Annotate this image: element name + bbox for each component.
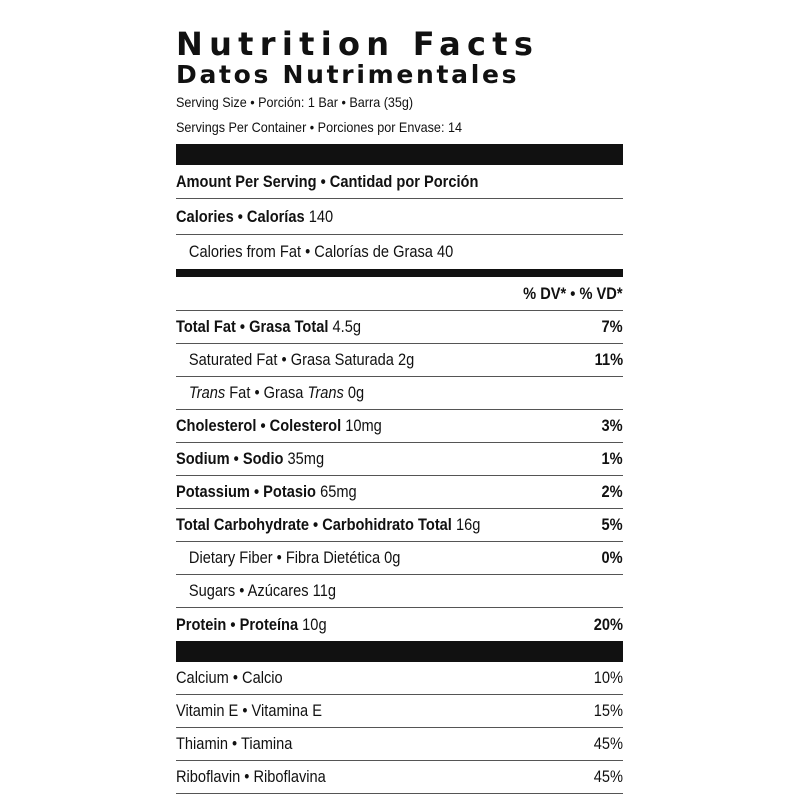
sodium-dv: 1% — [601, 449, 623, 468]
title-english: Nutrition Facts — [176, 25, 540, 63]
potassium-dv: 2% — [601, 482, 623, 501]
vitamin-dv: 10% — [593, 668, 623, 687]
vitamin-label: Riboflavin • Riboflavina — [176, 767, 326, 786]
protein-row — [176, 608, 623, 641]
protein-label: Protein • Proteína — [176, 614, 299, 634]
protein-amount: 10g — [302, 614, 327, 634]
serving-size: Serving Size • Porción: 1 Bar • Barra (35g) — [176, 94, 414, 110]
dv-header-row — [176, 277, 623, 311]
sugars-label: Sugars • Azúcares — [188, 581, 309, 600]
vitamin-dv: 15% — [593, 701, 623, 720]
calories-from-fat-label: Calories from Fat • Calorías de Grasa — [188, 242, 433, 261]
thick-divider-bottom — [176, 641, 623, 662]
calories-from-fat-row — [176, 235, 623, 269]
total-fat-row — [176, 311, 623, 344]
cholesterol-amount: 10mg — [345, 416, 382, 435]
thick-divider — [176, 144, 623, 165]
total-carb-row — [176, 509, 623, 542]
sugars-row — [176, 575, 623, 608]
vitamin-row-calcium — [176, 662, 623, 695]
vitamin-label: Vitamin E • Vitamina E — [176, 701, 322, 720]
saturated-fat-row — [176, 344, 623, 377]
potassium-row — [176, 476, 623, 509]
title-spanish: Datos Nutrimentales — [176, 60, 520, 89]
vitamin-dv: 45% — [593, 767, 623, 786]
vitamin-label: Thiamin • Tiamina — [176, 734, 293, 753]
cholesterol-label: Cholesterol • Colesterol — [176, 416, 342, 435]
saturated-fat-dv: 11% — [594, 350, 623, 369]
trans-word: Trans — [188, 383, 226, 402]
trans-word-es: Trans — [307, 383, 344, 402]
potassium-label: Potassium • Potasio — [176, 482, 316, 501]
dietary-fiber-amount: 0g — [384, 548, 401, 567]
vitamin-label: Calcium • Calcio — [176, 668, 283, 687]
trans-fat-amount: 0g — [347, 383, 365, 402]
vitamin-row-riboflavin — [176, 761, 623, 794]
calories-from-fat-value: 40 — [436, 242, 454, 261]
protein-dv: 20% — [593, 614, 623, 634]
amount-per-serving-row — [176, 165, 623, 199]
sugars-amount: 11g — [312, 581, 336, 600]
calories-value: 140 — [308, 206, 334, 226]
sodium-amount: 35mg — [287, 449, 325, 468]
dietary-fiber-label: Dietary Fiber • Fibra Dietética — [188, 548, 381, 567]
sodium-row — [176, 443, 623, 476]
sodium-label: Sodium • Sodio — [176, 449, 284, 468]
total-fat-amount: 4.5g — [332, 317, 361, 336]
total-carb-dv: 5% — [601, 515, 623, 534]
vitamin-row-vitamin-e — [176, 695, 623, 728]
cholesterol-dv: 3% — [601, 416, 623, 435]
saturated-fat-amount: 2g — [398, 350, 415, 369]
calories-row — [176, 199, 623, 235]
total-carb-amount: 16g — [455, 515, 481, 534]
amount-per-serving: Amount Per Serving • Cantidad por Porción — [176, 171, 479, 191]
total-carb-label: Total Carbohydrate • Carbohidrato Total — [176, 515, 452, 534]
vitamin-dv: 45% — [593, 734, 623, 753]
total-fat-dv: 7% — [601, 317, 623, 336]
cholesterol-row — [176, 410, 623, 443]
dietary-fiber-dv: 0% — [601, 548, 623, 567]
trans-fat-row — [176, 377, 623, 410]
vitamin-row-thiamin — [176, 728, 623, 761]
saturated-fat-label: Saturated Fat • Grasa Saturada — [188, 350, 394, 369]
medium-divider — [176, 269, 623, 277]
calories-label: Calories • Calorías — [176, 206, 305, 226]
total-fat-label: Total Fat • Grasa Total — [176, 317, 329, 336]
servings-per-container: Servings Per Container • Porciones por Envase: 14 — [176, 119, 462, 135]
trans-fat-mid: Fat • Grasa — [225, 383, 308, 402]
dv-header: % DV* • % VD* — [523, 283, 623, 303]
dietary-fiber-row — [176, 542, 623, 575]
potassium-amount: 65mg — [320, 482, 357, 501]
nutrition-label — [176, 25, 623, 794]
